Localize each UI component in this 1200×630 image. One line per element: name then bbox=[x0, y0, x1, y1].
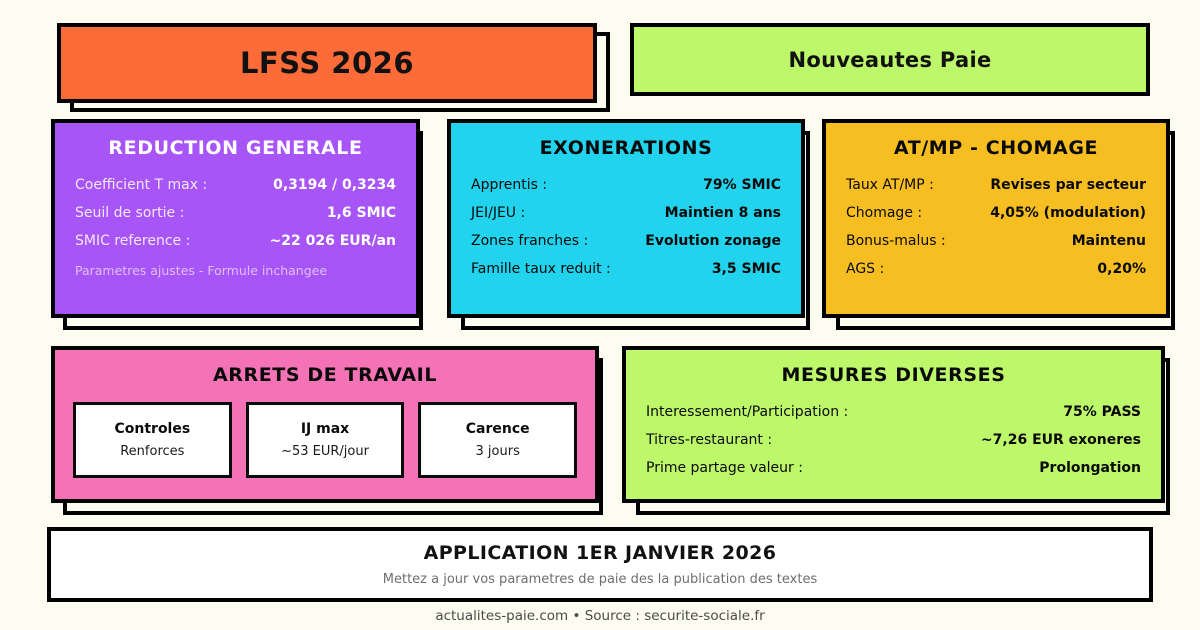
application-banner bbox=[47, 527, 1153, 602]
row-value: Maintenu bbox=[1071, 233, 1146, 249]
row-value: 4,05% (modulation) bbox=[990, 205, 1146, 221]
data-row bbox=[73, 229, 398, 253]
data-row bbox=[844, 201, 1148, 225]
subcard-controles bbox=[73, 402, 232, 478]
row-label: Coefficient T max : bbox=[75, 177, 208, 193]
subcard-ij-max bbox=[246, 402, 405, 478]
row-label: Chomage : bbox=[846, 205, 923, 221]
data-row bbox=[644, 428, 1143, 452]
mesures-diverses-heading: MESURES DIVERSES bbox=[781, 364, 1006, 386]
footer-source: actualites-paie.com • Source : securite-sociale.fr bbox=[435, 608, 765, 624]
row-label: Bonus-malus : bbox=[846, 233, 946, 249]
data-row bbox=[469, 173, 783, 197]
header-nouveautes-paie bbox=[630, 23, 1150, 96]
row-value: 1,6 SMIC bbox=[326, 205, 396, 221]
row-label: JEI/JEU : bbox=[471, 205, 526, 221]
reduction-generale-note: Parametres ajustes - Formule inchangee bbox=[75, 263, 328, 278]
data-row bbox=[844, 257, 1148, 281]
exonerations-heading: EXONERATIONS bbox=[539, 137, 713, 159]
arrets-subcards bbox=[73, 402, 577, 478]
row-value: Evolution zonage bbox=[645, 233, 781, 249]
subcard-title: IJ max bbox=[300, 421, 350, 437]
row-label: Titres-restaurant : bbox=[646, 432, 773, 448]
data-row bbox=[844, 173, 1148, 197]
row-value: 3,5 SMIC bbox=[711, 261, 781, 277]
panel-reduction-generale bbox=[51, 119, 420, 318]
row-label: Apprentis : bbox=[471, 177, 548, 193]
application-banner-subtitle: Mettez a jour vos parametres de paie des la publication des textes bbox=[382, 572, 818, 587]
subcard-title: Controles bbox=[114, 421, 191, 437]
row-value: 75% PASS bbox=[1063, 404, 1141, 420]
row-value: ~7,26 EUR exoneres bbox=[980, 432, 1141, 448]
row-label: Prime partage valeur : bbox=[646, 460, 803, 476]
header-nouveautes-title: Nouveautes Paie bbox=[788, 47, 992, 72]
panel-atmp-chomage bbox=[822, 119, 1170, 318]
data-row bbox=[73, 173, 398, 197]
data-row bbox=[469, 201, 783, 225]
row-label: Interessement/Participation : bbox=[646, 404, 849, 420]
data-row bbox=[469, 257, 783, 281]
data-row bbox=[644, 456, 1143, 480]
row-label: Seuil de sortie : bbox=[75, 205, 185, 221]
data-row bbox=[844, 229, 1148, 253]
atmp-chomage-rows bbox=[844, 173, 1148, 281]
mesures-diverses-rows bbox=[644, 400, 1143, 480]
row-value: 0,3194 / 0,3234 bbox=[273, 177, 396, 193]
row-label: AGS : bbox=[846, 261, 885, 277]
subcard-carence bbox=[418, 402, 577, 478]
row-label: Taux AT/MP : bbox=[846, 177, 934, 193]
row-value: 79% SMIC bbox=[703, 177, 781, 193]
panel-mesures-diverses bbox=[622, 346, 1165, 503]
row-label: Famille taux reduit : bbox=[471, 261, 611, 277]
subcard-subtitle: Renforces bbox=[120, 444, 185, 459]
panel-arrets-de-travail bbox=[51, 346, 599, 503]
row-value: Revises par secteur bbox=[990, 177, 1146, 193]
subcard-subtitle: 3 jours bbox=[475, 444, 520, 459]
header-lfss-title: LFSS 2026 bbox=[239, 46, 415, 80]
application-banner-title: APPLICATION 1ER JANVIER 2026 bbox=[423, 542, 777, 564]
row-value: 0,20% bbox=[1097, 261, 1146, 277]
arrets-de-travail-heading: ARRETS DE TRAVAIL bbox=[212, 364, 438, 386]
row-value: ~22 026 EUR/an bbox=[269, 233, 396, 249]
data-row bbox=[644, 400, 1143, 424]
subcard-subtitle: ~53 EUR/jour bbox=[281, 444, 369, 459]
reduction-generale-rows bbox=[73, 173, 398, 253]
row-value: Maintien 8 ans bbox=[664, 205, 781, 221]
data-row bbox=[469, 229, 783, 253]
panel-exonerations bbox=[447, 119, 805, 318]
atmp-chomage-heading: AT/MP - CHOMAGE bbox=[893, 137, 1099, 159]
subcard-title: Carence bbox=[465, 421, 530, 437]
row-label: SMIC reference : bbox=[75, 233, 191, 249]
exonerations-rows bbox=[469, 173, 783, 281]
reduction-generale-heading: REDUCTION GENERALE bbox=[108, 137, 363, 159]
row-label: Zones franches : bbox=[471, 233, 589, 249]
row-value: Prolongation bbox=[1039, 460, 1141, 476]
data-row bbox=[73, 201, 398, 225]
header-lfss-2026 bbox=[57, 23, 597, 103]
